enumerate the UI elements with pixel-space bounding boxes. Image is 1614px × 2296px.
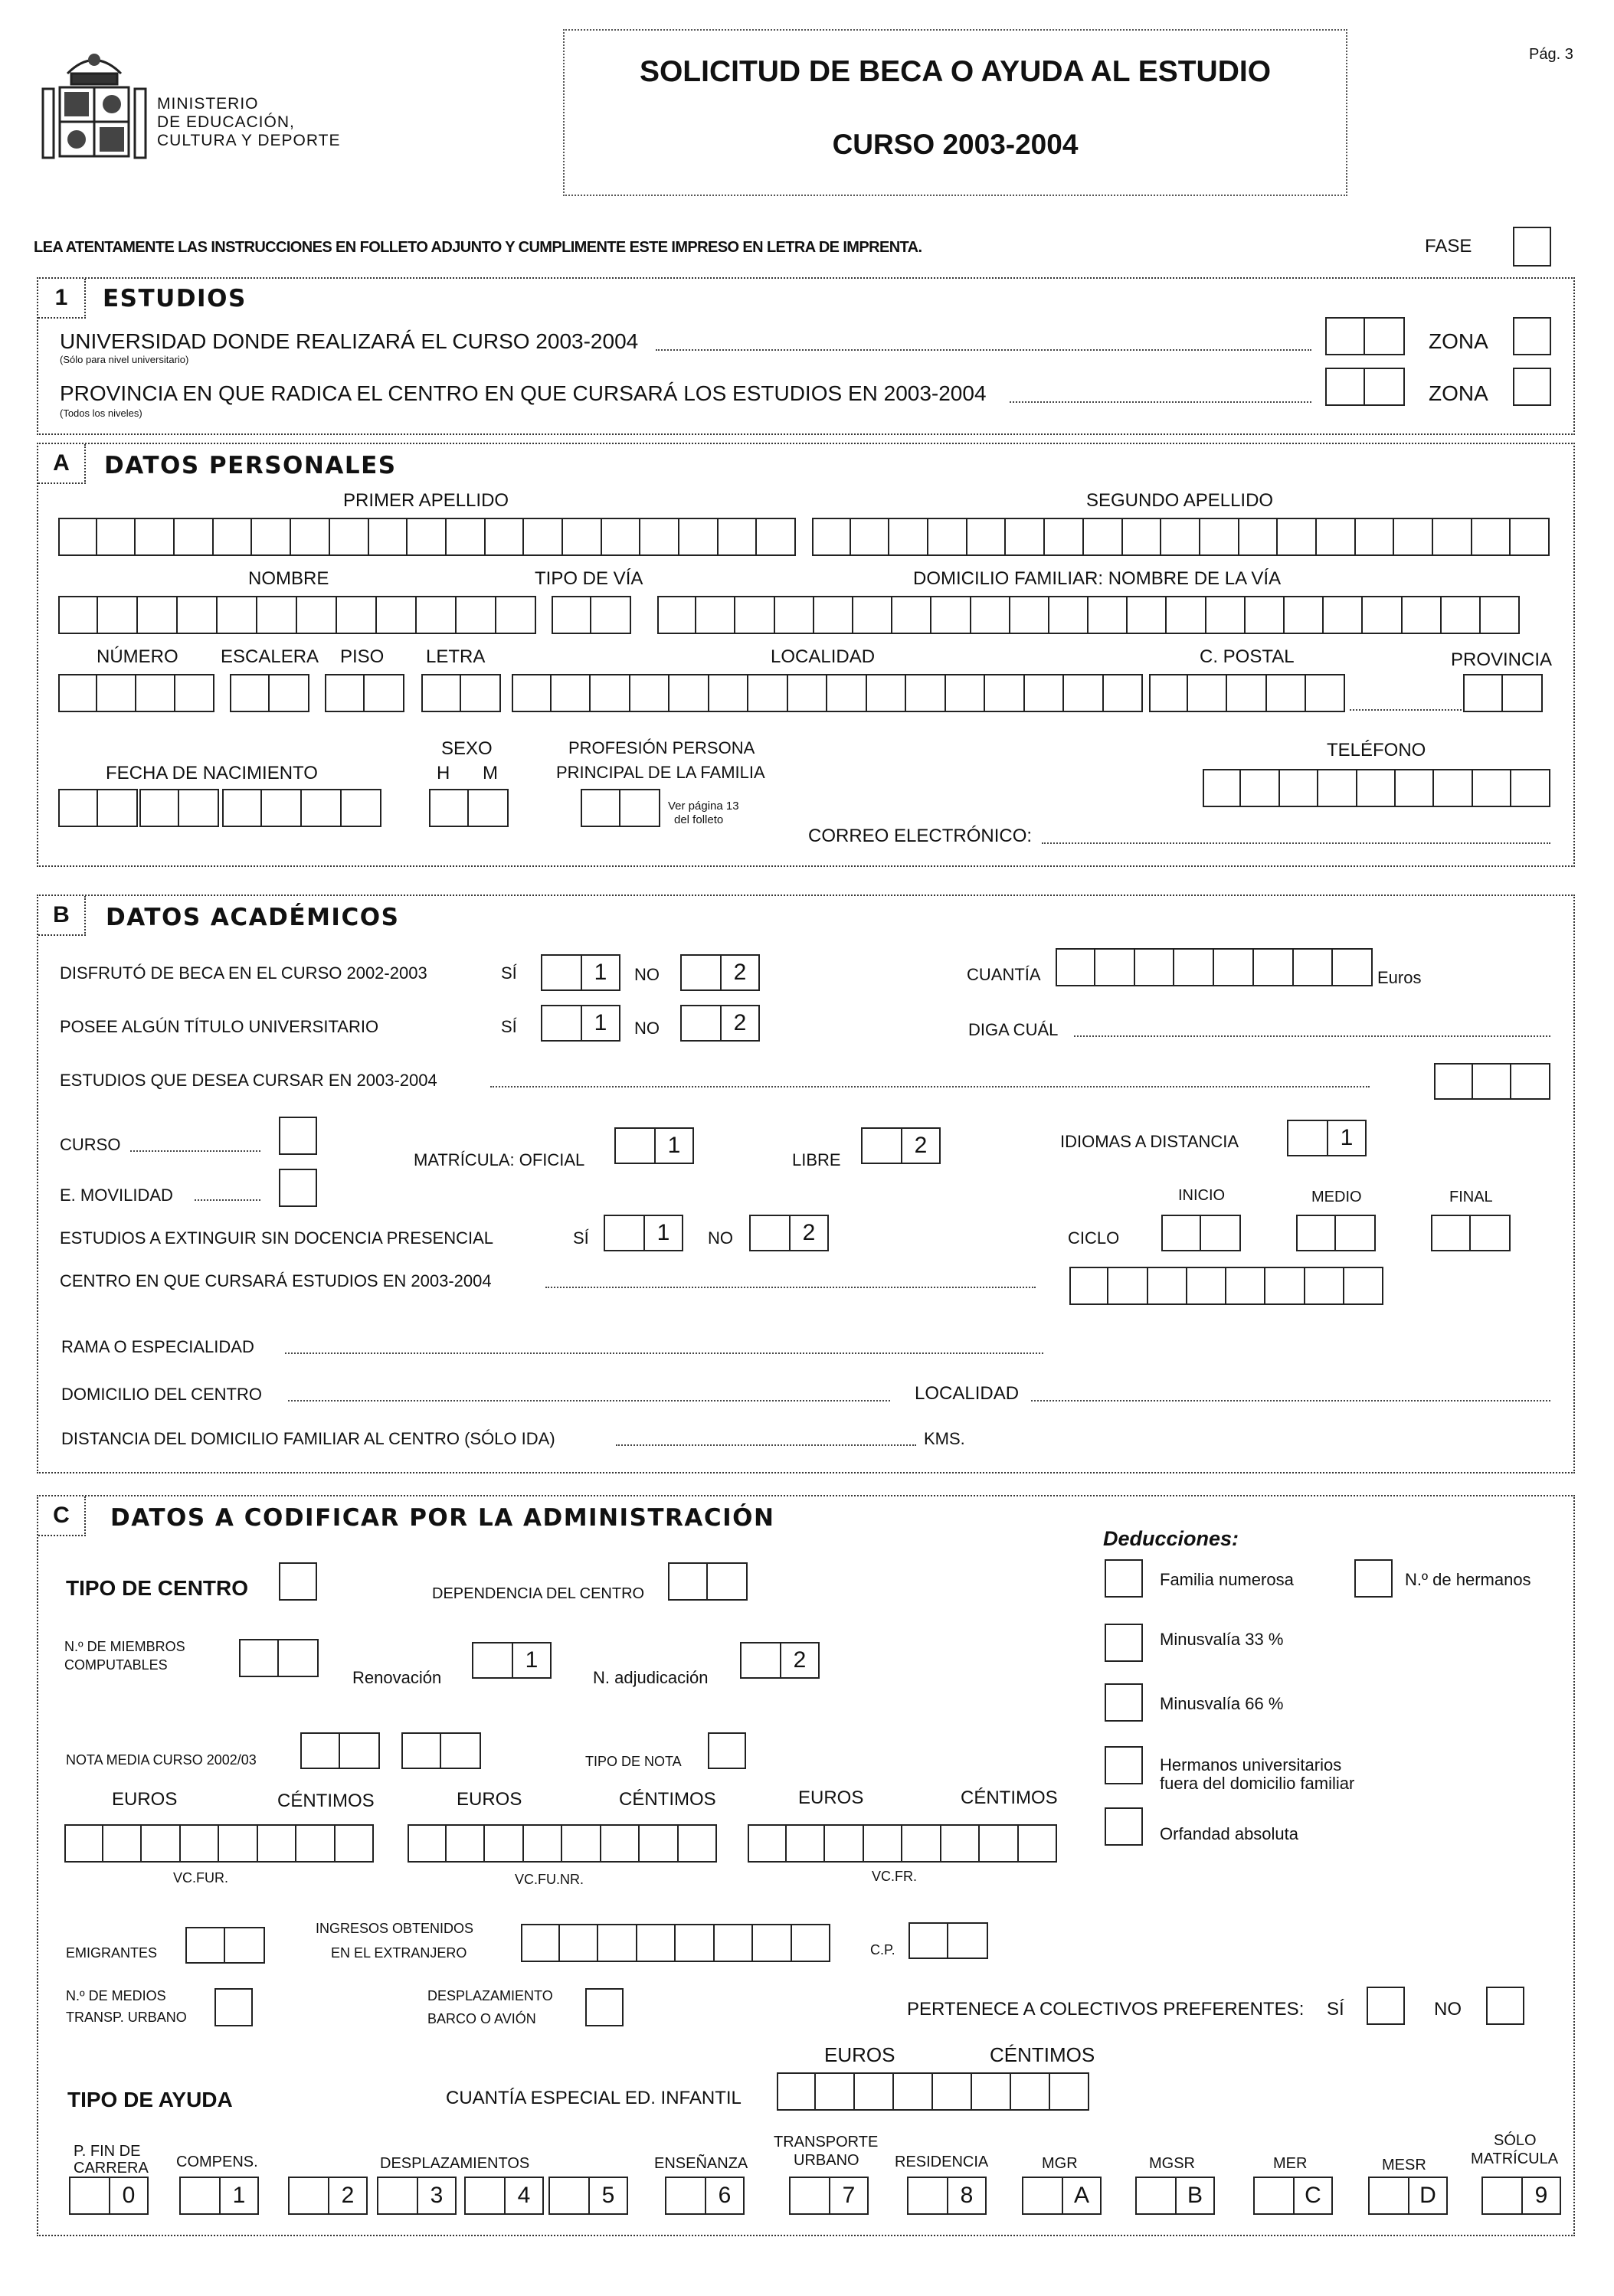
- sexo-label: SEXO: [441, 738, 493, 759]
- ayuda-box-solo-matricula[interactable]: 9: [1481, 2177, 1561, 2215]
- tipo-via-boxes[interactable]: [552, 596, 631, 634]
- section-datos-administracion: [37, 1495, 1575, 2236]
- colectivos-no-box[interactable]: [1486, 1987, 1524, 2025]
- miembros-label-2: COMPUTABLES: [64, 1657, 168, 1673]
- form-title: SOLICITUD DE BECA O AYUDA AL ESTUDIO: [639, 55, 1272, 88]
- profesion-boxes[interactable]: [581, 789, 660, 827]
- curso-label: CURSO: [60, 1135, 121, 1154]
- dependencia-label: DEPENDENCIA DEL CENTRO: [432, 1585, 645, 1602]
- primer-apellido-label: PRIMER APELLIDO: [343, 490, 509, 511]
- tipo-nota-box[interactable]: [708, 1732, 746, 1769]
- renovacion-label: Renovación: [352, 1668, 442, 1687]
- title-box: [563, 29, 1347, 196]
- provincia-field-dots: [1350, 709, 1462, 711]
- ciclo-final-boxes[interactable]: [1431, 1215, 1511, 1251]
- posee-label: POSEE ALGÚN TÍTULO UNIVERSITARIO: [60, 1017, 379, 1036]
- vcfunr-boxes[interactable]: [408, 1824, 717, 1863]
- deducciones-label: Deducciones:: [1103, 1527, 1239, 1550]
- zona-box-2[interactable]: [1513, 368, 1551, 406]
- matricula-libre-box[interactable]: 2: [861, 1127, 941, 1164]
- desplazamiento-box[interactable]: [585, 1988, 624, 2026]
- centro-label: CENTRO EN QUE CURSARÁ ESTUDIOS EN 2003-2004: [60, 1271, 492, 1290]
- profesion-label-2: PRINCIPAL DE LA FAMILIA: [556, 763, 765, 782]
- posee-no: NO: [634, 1019, 660, 1038]
- primer-apellido-boxes[interactable]: [58, 518, 797, 556]
- ministry-emblem-icon: [37, 43, 152, 165]
- tipo-via-label: TIPO DE VÍA: [535, 568, 643, 589]
- nombre-boxes[interactable]: [58, 596, 536, 634]
- tipo-centro-label: TIPO DE CENTRO: [66, 1576, 249, 1600]
- ayuda-box-transporte[interactable]: 7: [789, 2177, 869, 2215]
- posee-si-box[interactable]: 1: [541, 1005, 620, 1042]
- ayuda-box-desplaz-2[interactable]: 2: [288, 2177, 368, 2215]
- matricula-oficial-box[interactable]: 1: [614, 1127, 694, 1164]
- section-title-administracion: DATOS A CODIFICAR POR LA ADMINISTRACIÓN: [110, 1504, 775, 1532]
- diga-label: DIGA CUÁL: [968, 1020, 1059, 1039]
- familia-numerosa-label: Familia numerosa: [1160, 1570, 1294, 1589]
- section-estudios: [37, 277, 1575, 435]
- ministry-line-3: CULTURA Y DEPORTE: [157, 132, 341, 149]
- universidad-label: UNIVERSIDAD DONDE REALIZARÁ EL CURSO 2003-2004: [60, 329, 639, 353]
- medio-label: MEDIO: [1311, 1189, 1362, 1205]
- universidad-code-boxes[interactable]: [1325, 317, 1405, 355]
- localidad-centro-label: LOCALIDAD: [915, 1383, 1020, 1404]
- segundo-apellido-label: SEGUNDO APELLIDO: [1086, 490, 1274, 511]
- localidad-centro-dots[interactable]: [1031, 1400, 1550, 1401]
- desplazamiento-label-1: DESPLAZAMIENTO: [427, 1988, 553, 2003]
- ayuda-box-mer[interactable]: C: [1253, 2177, 1333, 2215]
- vcfur-label: VC.FUR.: [173, 1870, 228, 1886]
- desplazamiento-label-2: BARCO O AVIÓN: [427, 2011, 536, 2026]
- telefono-boxes[interactable]: [1203, 769, 1550, 807]
- colectivos-si: SÍ: [1327, 1999, 1344, 2020]
- idiomas-box[interactable]: 1: [1287, 1120, 1367, 1156]
- section-number-1: 1: [38, 279, 86, 319]
- nota-media-label: NOTA MEDIA CURSO 2002/03: [66, 1752, 257, 1768]
- hermanos-univ-label-2: fuera del domicilio familiar: [1160, 1774, 1355, 1793]
- euros-label-1: EUROS: [112, 1789, 178, 1810]
- estudios-desea-label: ESTUDIOS QUE DESEA CURSAR EN 2003-2004: [60, 1071, 437, 1090]
- curso-box[interactable]: [279, 1117, 317, 1155]
- nota-media-boxes-1[interactable]: [300, 1732, 380, 1769]
- medios-box[interactable]: [214, 1988, 253, 2026]
- minusvalia-33-label: Minusvalía 33 %: [1160, 1630, 1284, 1649]
- sexo-h-label: H: [437, 763, 450, 783]
- vcfur-boxes[interactable]: [64, 1824, 374, 1863]
- ministry-line-2: DE EDUCACIÓN,: [157, 113, 295, 131]
- miembros-boxes[interactable]: [239, 1639, 319, 1677]
- correo-dots[interactable]: [1042, 842, 1550, 844]
- ver-pagina-1: Ver página 13: [668, 800, 739, 813]
- final-label: FINAL: [1449, 1189, 1493, 1205]
- fase-box[interactable]: [1513, 227, 1551, 267]
- ciclo-medio-boxes[interactable]: [1296, 1215, 1376, 1251]
- estudios-desea-dots[interactable]: [490, 1086, 1370, 1087]
- ministry-line-1: MINISTERIO: [157, 95, 259, 113]
- orfandad-box[interactable]: [1105, 1807, 1143, 1846]
- ayuda-label-mgr: MGR: [1042, 2155, 1078, 2172]
- cuantia-boxes[interactable]: [1056, 948, 1373, 986]
- localidad-label: LOCALIDAD: [771, 646, 876, 667]
- zona-label-1: ZONA: [1429, 329, 1488, 353]
- colectivos-si-box[interactable]: [1367, 1987, 1405, 2025]
- renovacion-box[interactable]: 1: [472, 1642, 552, 1679]
- cpostal-label: C. POSTAL: [1200, 646, 1295, 667]
- fecha-anio-boxes[interactable]: [222, 789, 381, 827]
- emigrantes-boxes[interactable]: [185, 1927, 265, 1964]
- minusvalia-33-box[interactable]: [1105, 1624, 1143, 1662]
- minusvalia-66-label: Minusvalía 66 %: [1160, 1694, 1284, 1713]
- vcfr-label: VC.FR.: [872, 1869, 918, 1884]
- centro-dots[interactable]: [545, 1287, 1036, 1288]
- ayuda-box-compens[interactable]: 1: [179, 2177, 259, 2215]
- cuantia-label: CUANTÍA: [967, 965, 1041, 984]
- vcfunr-label: VC.FU.NR.: [515, 1872, 584, 1887]
- miembros-label-1: N.º DE MIEMBROS: [64, 1639, 185, 1654]
- domicilio-label: DOMICILIO FAMILIAR: NOMBRE DE LA VÍA: [913, 568, 1282, 589]
- hermanos-label: N.º de hermanos: [1405, 1570, 1531, 1589]
- piso-boxes[interactable]: [325, 674, 404, 712]
- cp-boxes[interactable]: [908, 1922, 988, 1959]
- rama-dots[interactable]: [285, 1352, 1043, 1354]
- colectivos-no: NO: [1434, 1999, 1462, 2020]
- section-title-estudios: ESTUDIOS: [103, 285, 247, 312]
- section-title-datos-academicos: DATOS ACADÉMICOS: [106, 904, 400, 931]
- libre-label: LIBRE: [792, 1150, 841, 1169]
- sexo-m-label: M: [483, 763, 498, 783]
- colectivos-label: PERTENECE A COLECTIVOS PREFERENTES:: [907, 1999, 1305, 2020]
- familia-numerosa-box[interactable]: [1105, 1559, 1143, 1598]
- escalera-label: ESCALERA: [221, 646, 319, 667]
- euros-label-3: EUROS: [798, 1787, 864, 1808]
- adjudicacion-label: N. adjudicación: [593, 1668, 709, 1687]
- movilidad-box[interactable]: [279, 1169, 317, 1207]
- medios-label-2: TRANSP. URBANO: [66, 2010, 187, 2025]
- instructions-text: LEA ATENTAMENTE LAS INSTRUCCIONES EN FOLLETO ADJUNTO Y CUMPLIMENTE ESTE IMPRESO EN LETRA DE IMPRENTA.: [34, 239, 922, 256]
- ayuda-label-mesr: MESR: [1382, 2157, 1426, 2173]
- distancia-label: DISTANCIA DEL DOMICILIO FAMILIAR AL CENTRO (SÓLO IDA): [61, 1429, 555, 1448]
- letra-boxes[interactable]: [421, 674, 501, 712]
- domicilio-centro-label: DOMICILIO DEL CENTRO: [61, 1385, 262, 1404]
- ayuda-box-fin-carrera[interactable]: 0: [69, 2177, 149, 2215]
- inicio-label: INICIO: [1178, 1187, 1226, 1204]
- centro-boxes[interactable]: [1069, 1267, 1383, 1305]
- localidad-boxes[interactable]: [512, 674, 1143, 712]
- escalera-boxes[interactable]: [230, 674, 309, 712]
- tipo-centro-box[interactable]: [279, 1562, 317, 1601]
- disfruto-no: NO: [634, 965, 660, 984]
- centimos-label-3: CÉNTIMOS: [961, 1787, 1058, 1808]
- piso-label: PISO: [340, 646, 385, 667]
- posee-si: SÍ: [501, 1017, 517, 1036]
- minusvalia-66-box[interactable]: [1105, 1683, 1143, 1722]
- kms-label: KMS.: [924, 1429, 965, 1448]
- numero-label: NÚMERO: [97, 646, 178, 667]
- section-letter-a: A: [38, 444, 86, 484]
- ayuda-label-transporte-1: TRANSPORTE: [774, 2134, 879, 2150]
- ingresos-label-1: INGRESOS OBTENIDOS: [316, 1921, 474, 1936]
- section-letter-c: C: [38, 1496, 86, 1536]
- extinguir-label: ESTUDIOS A EXTINGUIR SIN DOCENCIA PRESENCIAL: [60, 1228, 494, 1248]
- domicilio-centro-dots[interactable]: [288, 1400, 890, 1401]
- vcfr-boxes[interactable]: [748, 1824, 1057, 1863]
- ayuda-box-ensenanza[interactable]: 6: [665, 2177, 745, 2215]
- fecha-dia-boxes[interactable]: [58, 789, 138, 827]
- section-letter-b: B: [38, 896, 86, 936]
- estudios-desea-boxes[interactable]: [1434, 1063, 1550, 1100]
- movilidad-dots: [195, 1199, 260, 1201]
- extinguir-si: SÍ: [573, 1228, 589, 1248]
- ayuda-label-solo-1: SÓLO: [1494, 2132, 1537, 2149]
- letra-label: LETRA: [426, 646, 486, 667]
- tipo-nota-label: TIPO DE NOTA: [585, 1754, 682, 1769]
- correo-label: CORREO ELECTRÓNICO:: [808, 826, 1033, 846]
- disfruto-no-box[interactable]: 2: [680, 954, 760, 991]
- tipo-ayuda-label: TIPO DE AYUDA: [67, 2088, 233, 2111]
- fase-label: FASE: [1425, 236, 1472, 257]
- posee-no-box[interactable]: 2: [680, 1005, 760, 1042]
- page-number: Pág. 3: [1529, 46, 1573, 63]
- ingresos-label-2: EN EL EXTRANJERO: [331, 1945, 467, 1961]
- ayuda-label-fin-1: P. FIN DE: [74, 2143, 141, 2160]
- adjudicacion-box[interactable]: 2: [740, 1642, 820, 1679]
- universidad-note: (Sólo para nivel universitario): [60, 354, 189, 365]
- diga-dots[interactable]: [1074, 1035, 1550, 1037]
- disfruto-label: DISFRUTÓ DE BECA EN EL CURSO 2002-2003: [60, 963, 427, 983]
- ayuda-label-residencia: RESIDENCIA: [895, 2154, 989, 2170]
- extinguir-no: NO: [708, 1228, 733, 1248]
- ayuda-box-residencia[interactable]: 8: [907, 2177, 987, 2215]
- ayuda-box-mgr[interactable]: A: [1022, 2177, 1102, 2215]
- extinguir-si-box[interactable]: 1: [604, 1215, 683, 1251]
- section-title-datos-personales: DATOS PERSONALES: [104, 452, 397, 479]
- hermanos-univ-box[interactable]: [1105, 1746, 1143, 1784]
- distancia-dots[interactable]: [616, 1444, 916, 1446]
- movilidad-label: E. MOVILIDAD: [60, 1186, 173, 1205]
- provincia-boxes[interactable]: [1463, 674, 1543, 712]
- euros-label: Euros: [1377, 968, 1422, 987]
- especial-centimos-label: CÉNTIMOS: [990, 2043, 1095, 2066]
- domicilio-boxes[interactable]: [657, 596, 1550, 634]
- especial-euros-label: EUROS: [824, 2043, 895, 2066]
- ayuda-label-mer: MER: [1273, 2155, 1308, 2172]
- universidad-dots: [656, 349, 1311, 351]
- hermanos-univ-label-1: Hermanos universitarios: [1160, 1755, 1342, 1774]
- ayuda-label-ensenanza: ENSEÑANZA: [654, 2155, 748, 2172]
- orfandad-label: Orfandad absoluta: [1160, 1824, 1299, 1843]
- ayuda-box-mgsr[interactable]: B: [1135, 2177, 1215, 2215]
- ayuda-label-mgsr: MGSR: [1149, 2155, 1195, 2172]
- ciclo-inicio-boxes[interactable]: [1161, 1215, 1241, 1251]
- rama-label: RAMA O ESPECIALIDAD: [61, 1337, 254, 1356]
- curso-dots: [130, 1150, 260, 1152]
- provincia-centro-note: (Todos los niveles): [60, 407, 142, 419]
- fecha-mes-boxes[interactable]: [139, 789, 219, 827]
- extinguir-no-box[interactable]: 2: [749, 1215, 829, 1251]
- ingresos-boxes[interactable]: [521, 1924, 830, 1962]
- ayuda-box-desplaz-5[interactable]: 5: [548, 2177, 628, 2215]
- segundo-apellido-boxes[interactable]: [812, 518, 1550, 556]
- zona-box-1[interactable]: [1513, 317, 1551, 355]
- emigrantes-label: EMIGRANTES: [66, 1945, 158, 1961]
- ver-pagina-2: del folleto: [674, 813, 724, 826]
- ayuda-label-transporte-2: URBANO: [794, 2152, 859, 2169]
- zona-label-2: ZONA: [1429, 381, 1488, 405]
- ayuda-label-fin-2: CARRERA: [74, 2160, 149, 2177]
- idiomas-label: IDIOMAS A DISTANCIA: [1060, 1132, 1239, 1151]
- provincia-label: PROVINCIA: [1451, 649, 1553, 670]
- nombre-label: NOMBRE: [248, 568, 329, 589]
- disfruto-si: SÍ: [501, 963, 517, 983]
- centimos-label-1: CÉNTIMOS: [277, 1791, 375, 1811]
- provincia-code-boxes[interactable]: [1325, 368, 1405, 406]
- cp-label: C.P.: [870, 1942, 895, 1957]
- medios-label-1: N.º DE MEDIOS: [66, 1988, 166, 2003]
- provincia-dots: [1010, 401, 1311, 403]
- cpostal-boxes[interactable]: [1149, 674, 1345, 712]
- disfruto-si-box[interactable]: 1: [541, 954, 620, 991]
- cuantia-especial-label: CUANTÍA ESPECIAL ED. INFANTIL: [446, 2088, 742, 2108]
- ayuda-box-desplaz-3[interactable]: 3: [377, 2177, 457, 2215]
- fecha-label: FECHA DE NACIMIENTO: [106, 763, 318, 783]
- provincia-centro-label: PROVINCIA EN QUE RADICA EL CENTRO EN QUE CURSARÁ LOS ESTUDIOS EN 2003-2004: [60, 381, 987, 405]
- matricula-label: MATRÍCULA: OFICIAL: [414, 1150, 585, 1169]
- hermanos-box[interactable]: [1354, 1559, 1393, 1598]
- sexo-boxes[interactable]: [429, 789, 509, 827]
- cuantia-especial-boxes[interactable]: [777, 2072, 1089, 2111]
- dependencia-boxes[interactable]: [668, 1562, 748, 1601]
- nota-media-boxes-2[interactable]: [401, 1732, 481, 1769]
- ciclo-label: CICLO: [1068, 1228, 1120, 1248]
- ayuda-box-mesr[interactable]: D: [1368, 2177, 1448, 2215]
- euros-label-2: EUROS: [457, 1789, 522, 1810]
- ayuda-label-desplaz: DESPLAZAMIENTOS: [380, 2155, 530, 2172]
- numero-boxes[interactable]: [58, 674, 214, 712]
- ayuda-label-compens: COMPENS.: [176, 2154, 258, 2170]
- ayuda-box-desplaz-4[interactable]: 4: [464, 2177, 544, 2215]
- centimos-label-2: CÉNTIMOS: [619, 1789, 716, 1810]
- profesion-label-1: PROFESIÓN PERSONA: [568, 738, 755, 757]
- telefono-label: TELÉFONO: [1327, 740, 1426, 760]
- form-subtitle: CURSO 2003-2004: [832, 129, 1079, 160]
- ayuda-label-solo-2: MATRÍCULA: [1471, 2150, 1559, 2167]
